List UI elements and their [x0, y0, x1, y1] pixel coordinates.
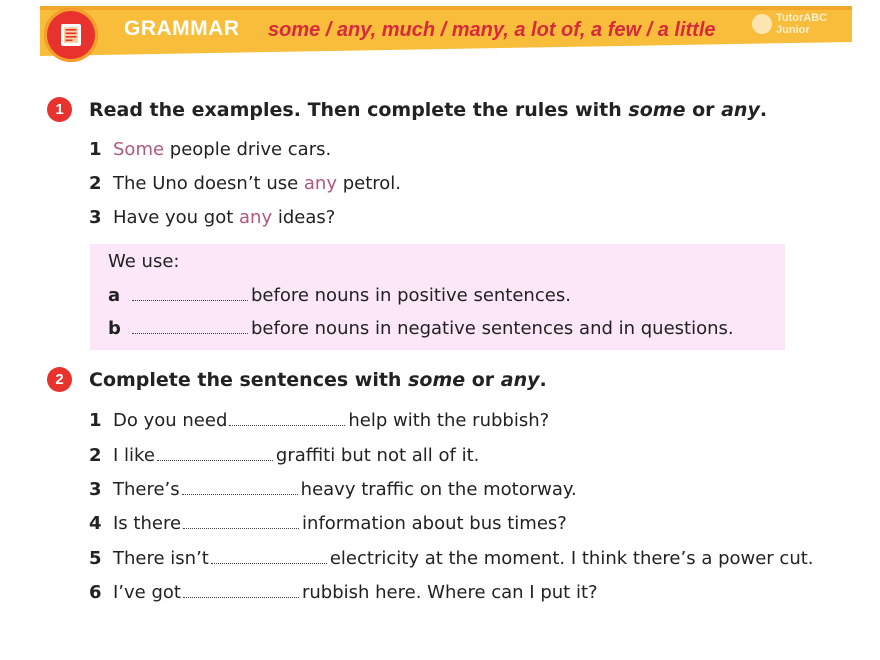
- rules-intro: We use:: [108, 251, 180, 272]
- grammar-badge: [44, 8, 98, 62]
- answer-blank[interactable]: [132, 286, 248, 301]
- sentence-item: 5 There isn’t electricity at the moment. I think there’s a power cut.: [89, 548, 814, 569]
- example-item: 3 Have you got any ideas?: [89, 207, 336, 228]
- watermark-text: TutorABC Junior: [776, 12, 828, 36]
- rule-item: b before nouns in negative sentences and in questions.: [108, 318, 734, 339]
- watermark: [752, 12, 827, 36]
- answer-blank[interactable]: [183, 583, 299, 598]
- highlight-word: any: [239, 207, 273, 228]
- exercise-number-badge: 1: [47, 97, 72, 122]
- grammar-title: GRAMMAR: [124, 17, 240, 40]
- sentence-item: 4 Is there information about bus times?: [89, 513, 567, 534]
- answer-blank[interactable]: [182, 480, 298, 495]
- grammar-topics: some / any, much / many, a lot of, a few / a little: [268, 19, 716, 41]
- answer-blank[interactable]: [157, 446, 273, 461]
- sentence-item: 1 Do you need help with the rubbish?: [89, 410, 550, 431]
- example-item: 2 The Uno doesn’t use any petrol.: [89, 173, 402, 194]
- rule-item: a before nouns in positive sentences.: [108, 285, 571, 306]
- exercise-1-title: Read the examples. Then complete the rules with some or any.: [89, 98, 768, 121]
- sentence-item: 6 I’ve got rubbish here. Where can I put it?: [89, 582, 598, 603]
- notebook-icon: [57, 21, 85, 49]
- sentence-item: 2 I like graffiti but not all of it.: [89, 445, 480, 466]
- example-item: 1 Some people drive cars.: [89, 139, 332, 160]
- highlight-word: Some: [113, 139, 165, 160]
- answer-blank[interactable]: [229, 411, 345, 426]
- exercise-2-title: Complete the sentences with some or any.: [89, 368, 547, 391]
- answer-blank[interactable]: [132, 319, 248, 334]
- header-strip: [40, 6, 852, 10]
- exercise-1-heading: [47, 97, 767, 122]
- answer-blank[interactable]: [211, 549, 327, 564]
- sentence-item: 3 There’s heavy traffic on the motorway.: [89, 479, 577, 500]
- watermark-logo-icon: [752, 14, 772, 34]
- exercise-number-badge: 2: [47, 367, 72, 392]
- answer-blank[interactable]: [183, 514, 299, 529]
- highlight-word: any: [303, 173, 337, 194]
- exercise-2-heading: [47, 367, 547, 392]
